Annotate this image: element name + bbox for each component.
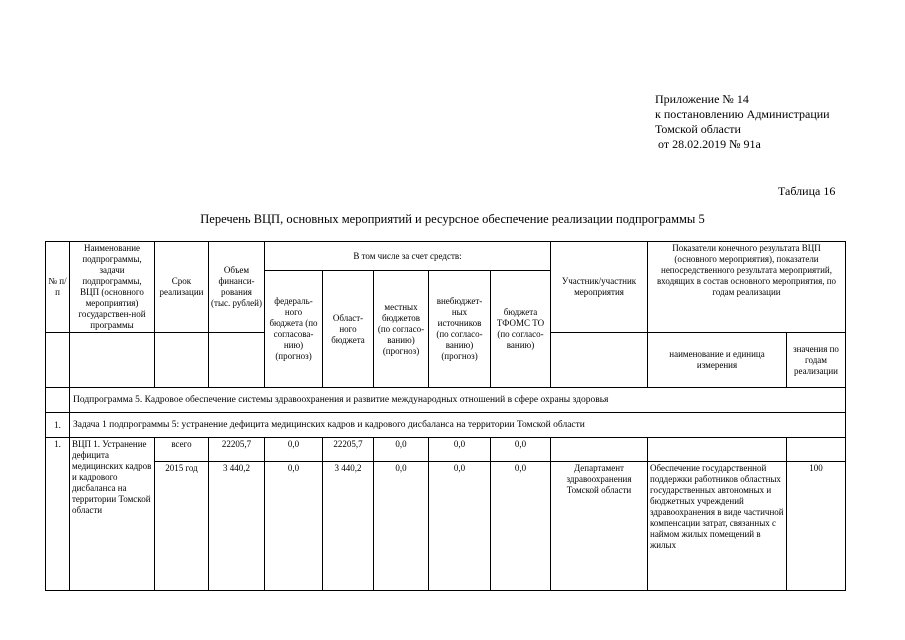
header-participant: Участник/участник мероприятия bbox=[551, 242, 648, 333]
subprogram-row bbox=[46, 388, 846, 413]
header-tfoms: бюджета ТФОМС ТО (по согласо-ванию) bbox=[491, 271, 551, 388]
header-row bbox=[46, 242, 846, 271]
program-name bbox=[70, 438, 155, 591]
cell-regional: 22205,7 bbox=[323, 438, 374, 462]
cell-participant bbox=[551, 438, 648, 462]
header-local: местных бюджетов (по согласо-ванию) (прогноз) bbox=[374, 271, 429, 388]
cell-federal: 0,0 bbox=[265, 462, 323, 591]
cell-local: 0,0 bbox=[374, 438, 429, 462]
cell-volume: 3 440,2 bbox=[209, 462, 265, 591]
cell-extrabudget: 0,0 bbox=[429, 462, 491, 591]
appendix-line: к постановлению Администрации bbox=[655, 107, 830, 121]
header-num: № п/п bbox=[46, 242, 70, 333]
header-name-cont bbox=[70, 333, 155, 388]
table-row bbox=[46, 438, 846, 462]
task-num: 1. bbox=[46, 413, 70, 438]
header-volume: Объем финанси-рования (тыс. рублей) bbox=[209, 242, 265, 333]
cell-federal: 0,0 bbox=[265, 438, 323, 462]
cell-extrabudget: 0,0 bbox=[429, 438, 491, 462]
header-indicator-values: значения по годам реализации bbox=[787, 333, 846, 388]
header-participant-cont bbox=[551, 333, 648, 388]
header-num-cont bbox=[46, 333, 70, 388]
subprogram-num bbox=[46, 388, 70, 413]
cell-participant: Департамент здравоохранения Томской области bbox=[551, 462, 648, 591]
program-table bbox=[45, 241, 846, 591]
document-title: Перечень ВЦП, основных мероприятий и ресурсное обеспечение реализации подпрограммы 5 bbox=[200, 212, 705, 226]
header-volume-cont bbox=[209, 333, 265, 388]
header-indicator-name: наименование и единица измерения bbox=[648, 333, 787, 388]
appendix-line: Томской области bbox=[655, 122, 741, 136]
header-regional: Област-ного бюджета bbox=[323, 271, 374, 388]
cell-local: 0,0 bbox=[374, 462, 429, 591]
table-row bbox=[46, 462, 846, 591]
cell-tfoms: 0,0 bbox=[491, 462, 551, 591]
header-indicators-text: Показатели конечного результата ВЦП (основного мероприятия), показатели непосредственного результата мероприятий, входящих в состав основного мероприятия, по годам реализации bbox=[656, 243, 837, 297]
task-row bbox=[46, 413, 846, 438]
header-term: Срок реализации bbox=[155, 242, 209, 333]
header-federal: федераль-ного бюджета (по согласова-нию) (прогноз) bbox=[265, 271, 323, 388]
cell-regional: 3 440,2 bbox=[323, 462, 374, 591]
header-extrabudget: внебюджет-ных источников (по согласо-ванию) (прогноз) bbox=[429, 271, 491, 388]
table-label: Таблица 16 bbox=[778, 184, 836, 198]
cell-term: 2015 год bbox=[155, 462, 209, 591]
cell-volume: 22205,7 bbox=[209, 438, 265, 462]
cell-indicator-value: 100 bbox=[787, 462, 846, 591]
appendix-line: Приложение № 14 bbox=[655, 92, 749, 106]
task-title: Задача 1 подпрограммы 5: устранение дефицита медицинских кадров и кадрового дисбаланса на территории Томской области bbox=[70, 413, 846, 438]
indicator-name-text: Обеспечение государственной поддержки работников областных государственных автономных и бюджетных учреждений здравоохранения в виде частичной компенсации затрат, связанных с наймом жилых помещений в жилых bbox=[650, 463, 784, 550]
appendix-header bbox=[655, 92, 830, 152]
appendix-line: от 28.02.2019 № 91а bbox=[655, 137, 761, 151]
header-including: В том числе за счет средств: bbox=[265, 242, 551, 271]
header-indicators bbox=[648, 242, 846, 333]
program-name-text: ВЦП 1. Устранение дефицита медицинских кадров и кадрового дисбаланса на территории Томской области bbox=[72, 439, 152, 515]
cell-indicator-value bbox=[787, 438, 846, 462]
program-num: 1. bbox=[46, 438, 70, 591]
header-name: Наименование подпрограммы, задачи подпрограммы, ВЦП (основного мероприятия) государствен-ной программы bbox=[70, 242, 155, 333]
cell-indicator-name bbox=[648, 438, 787, 462]
cell-term: всего bbox=[155, 438, 209, 462]
cell-indicator-name bbox=[648, 462, 787, 591]
subprogram-title: Подпрограмма 5. Кадровое обеспечение системы здравоохранения и развитие международных отношений в сфере охраны здоровья bbox=[70, 388, 846, 413]
header-term-cont bbox=[155, 333, 209, 388]
cell-tfoms: 0,0 bbox=[491, 438, 551, 462]
